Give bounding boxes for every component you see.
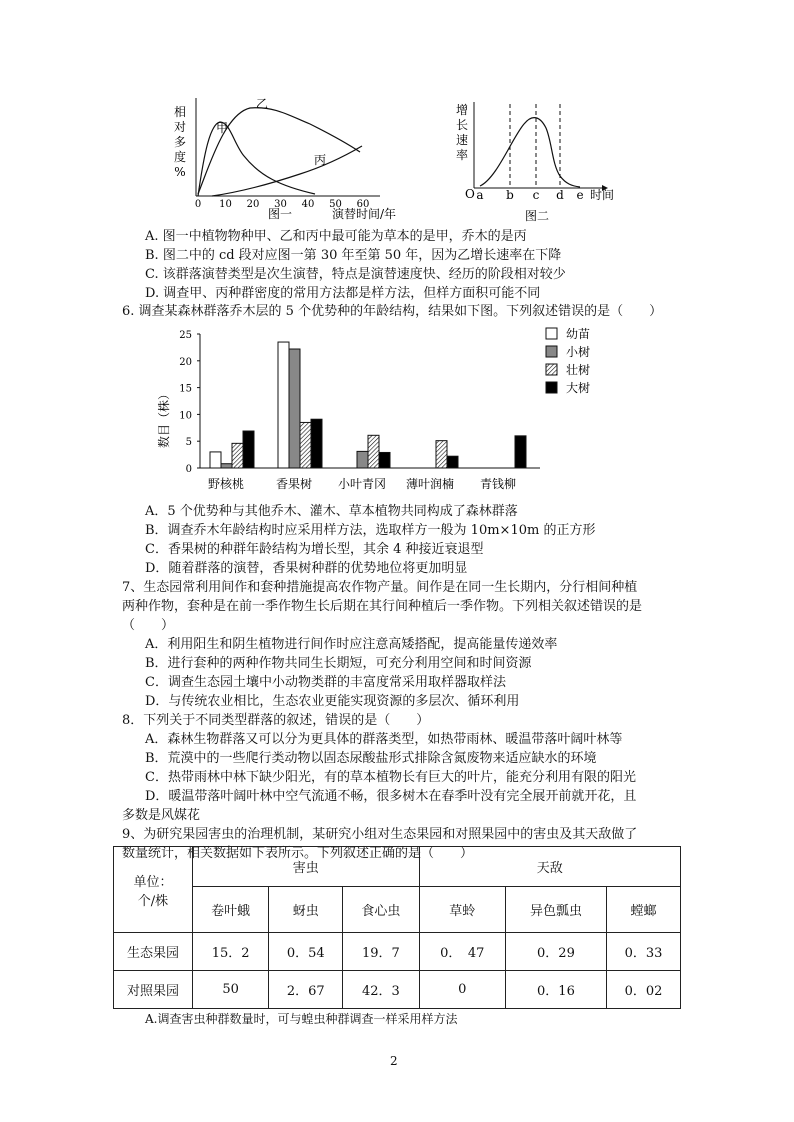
x-tick-label: 20 <box>246 199 260 210</box>
table-cell: 0．02 <box>606 971 680 1009</box>
bar-小树 <box>357 451 368 468</box>
bar-小树 <box>221 464 232 468</box>
bar-壮树 <box>436 441 447 468</box>
table-cell: 50 <box>193 971 269 1009</box>
q8-option-c: C．热带雨林中林下缺少阳光，有的草本植物长有巨大的叶片，能充分利用有限的阳光 <box>145 770 636 785</box>
y-label-char: 度 <box>173 150 187 164</box>
table-cell: 0 <box>419 971 505 1009</box>
y-label-char: % <box>174 165 186 179</box>
pest-data-table <box>113 846 681 1009</box>
table-group-pests: 害虫 <box>193 847 420 887</box>
q5-option-d: D. 调查甲、丙种群密度的常用方法都是样方法，但样方面积可能不同 <box>145 286 541 301</box>
q7-option-c: C．调查生态园土壤中小动物类群的丰富度常采用取样器取样法 <box>145 675 506 690</box>
table-cell: 2．67 <box>269 971 343 1009</box>
x-tick-label: 50 <box>329 199 342 210</box>
y-label-char: 长 <box>455 118 469 132</box>
q7-option-b: B．进行套种的两种作物共同生长期短，可充分利用空间和时间资源 <box>145 656 532 671</box>
legend-label: 壮树 <box>566 363 591 377</box>
x-category-label: 小叶青冈 <box>337 477 387 491</box>
table-col-header: 异色瓢虫 <box>505 887 606 933</box>
q7-option-d: D．与传统农业相比，生态农业更能实现资源的多层次、循环利用 <box>145 694 520 709</box>
q6-option-b: B．调查乔木年龄结构时应采用样方法，选取样方一般为 10m×10m 的正方形 <box>145 523 596 538</box>
bar-大树 <box>243 431 254 468</box>
x-tick-label: 40 <box>301 199 315 210</box>
table-cell: 0．54 <box>269 933 343 971</box>
x-category-label: 薄叶润楠 <box>405 477 455 491</box>
chart-x-labels <box>208 476 516 491</box>
bar-大树 <box>311 419 322 468</box>
q8-stem: 8．下列关于不同类型群落的叙述，错误的是（ ） <box>122 713 430 728</box>
legend-label: 大树 <box>566 381 591 395</box>
y-label-char: 率 <box>455 148 469 162</box>
bar-幼苗 <box>278 342 289 468</box>
table-row-label: 生态果园 <box>114 933 193 971</box>
legend-swatch <box>546 364 557 375</box>
q7-stem-line-2: 两种作物，套种是在前一季作物生长后期在其行间种植后一季作物。下列相关叙述错误的是 <box>122 599 643 614</box>
bar-大树 <box>515 436 526 468</box>
table-cell: 19．7 <box>343 933 419 971</box>
chart-y-label: 数目（株） <box>157 387 171 449</box>
figure-2 <box>452 98 622 224</box>
q7-stem-line-3: （ ） <box>122 618 175 633</box>
legend-label: 小树 <box>566 345 591 359</box>
figure-1-caption: 图一 <box>268 207 293 221</box>
table-row-label: 对照果园 <box>114 971 193 1009</box>
page-number: 2 <box>390 1054 398 1068</box>
table-cell: 0． 47 <box>419 933 505 971</box>
bar-大树 <box>447 456 458 468</box>
figure-2-x-label: 时间 <box>590 188 615 202</box>
q8-option-d: D．暖温带落叶阔叶林中空气流通不畅，很多树木在春季叶没有完全展开前就开花，且 <box>145 789 637 804</box>
x-category-label: 青钱柳 <box>479 477 517 491</box>
q5-option-a: A. 图一中植物物种甲、乙和丙中最可能为草本的是甲，乔木的是丙 <box>145 229 527 244</box>
table-col-header: 卷叶蛾 <box>193 887 269 933</box>
y-tick-label: 10 <box>179 410 192 422</box>
chart-legend <box>546 326 590 395</box>
y-label-char: 相 <box>173 105 187 119</box>
x-tick-label: d <box>556 188 564 202</box>
table-unit-value: 个/株 <box>137 893 169 909</box>
figure-1 <box>170 94 420 224</box>
bar-壮树 <box>300 422 311 468</box>
x-tick-label: 60 <box>356 199 370 210</box>
table-col-header: 食心虫 <box>343 887 419 933</box>
y-label-char: 对 <box>173 120 187 134</box>
q7-stem-line-1: 7、生态园常利用间作和套种措施提高农作物产量。间作是在同一生长期内，分行相间种植 <box>122 580 638 595</box>
bar-大树 <box>379 452 390 468</box>
figure-1-y-label <box>174 104 186 179</box>
q6-stem: 6. 调查某森林群落乔木层的 5 个优势种的年龄结构，结果如下图。下列叙述错误的是（ ） <box>122 304 663 319</box>
table-unit-cell <box>114 847 193 933</box>
figure-2-origin: O <box>465 187 475 201</box>
y-tick-label: 25 <box>179 330 192 341</box>
q6-option-d: D．随着群落的演替，香果树种群的优势地位将更加明显 <box>145 561 468 576</box>
q5-option-c: C. 该群落演替类型是次生演替，特点是演替速度快、经历的阶段相对较少 <box>145 267 566 282</box>
x-category-label: 香果树 <box>275 477 313 491</box>
y-label-char: 速 <box>455 133 469 147</box>
y-tick-label: 15 <box>179 383 192 395</box>
curve-label-bing: 丙 <box>314 153 327 167</box>
x-tick-label: 10 <box>219 199 232 210</box>
x-tick-label: a <box>476 188 484 202</box>
chart-bars <box>210 342 526 468</box>
legend-swatch <box>546 328 557 339</box>
table-row <box>114 971 681 1009</box>
age-structure-bar-chart <box>150 322 630 494</box>
figure-2-x-ticks <box>476 188 583 202</box>
bar-壮树 <box>232 443 243 468</box>
q8-option-a: A．森林生物群落又可以分为更具体的群落类型，如热带雨林、暖温带落叶阔叶林等 <box>145 732 623 747</box>
legend-swatch <box>546 382 557 393</box>
q9-option-a: A.调查害虫种群数量时，可与蝗虫种群调查一样采用样方法 <box>145 1012 458 1026</box>
q6-option-c: C．香果树的种群年龄结构为增长型，其余 4 种接近衰退型 <box>145 542 484 557</box>
x-category-label: 野核桃 <box>207 477 245 491</box>
x-tick-label: 0 <box>194 199 202 210</box>
figure-2-caption: 图二 <box>525 209 550 223</box>
q9-stem-line-1: 9、为研究果园害虫的治理机制，某研究小组对生态果园和对照果园中的害虫及其天敌做了 <box>122 827 638 842</box>
q9-stem-line-2: 数量统计，相关数据如下表所示。下列叙述正确的是（ ） <box>122 846 474 861</box>
table-col-header: 蚜虫 <box>269 887 343 933</box>
figure-1-x-label: 演替时间/年 <box>332 207 397 221</box>
y-label-char: 增 <box>455 103 469 117</box>
bar-壮树 <box>368 435 379 468</box>
x-tick-label: c <box>532 188 540 202</box>
q8-option-b: B．荒漠中的一些爬行类动物以固态尿酸盐形式排除含氮废物来适应缺水的环境 <box>145 751 597 766</box>
legend-label: 幼苗 <box>566 327 591 341</box>
table-cell: 0．29 <box>505 933 606 971</box>
y-tick-label: 0 <box>185 464 192 475</box>
table-group-enemies: 天敌 <box>419 847 680 887</box>
table-cell: 0．33 <box>606 933 680 971</box>
q6-option-a: A．5 个优势种与其他乔木、灌木、草本植物共同构成了森林群落 <box>145 504 518 519</box>
table-cell: 0．16 <box>505 971 606 1009</box>
table-cell: 15．2 <box>193 933 269 971</box>
growth-rate-curve <box>480 118 580 187</box>
bar-小树 <box>289 349 300 468</box>
q7-option-a: A．利用阳生和阴生植物进行间作时应注意高矮搭配，提高能量传递效率 <box>145 637 558 652</box>
y-label-char: 多 <box>173 135 187 149</box>
table-col-header: 螳螂 <box>606 887 680 933</box>
table-unit-label: 单位： <box>133 874 173 890</box>
curve-bing <box>212 146 362 196</box>
curve-label-jia: 甲 <box>216 121 229 135</box>
y-tick-label: 20 <box>179 356 192 368</box>
legend-swatch <box>546 346 557 357</box>
figure-2-y-label <box>456 103 468 162</box>
q8-option-d-continued: 多数是风媒花 <box>122 808 201 823</box>
x-tick-label: e <box>576 188 584 202</box>
y-tick-label: 5 <box>185 437 192 449</box>
table-cell: 42．3 <box>343 971 419 1009</box>
table-col-header: 草蛉 <box>419 887 505 933</box>
x-tick-label: 30 <box>274 199 287 210</box>
bar-幼苗 <box>210 452 221 468</box>
table-row <box>114 933 681 971</box>
curve-label-yi: 乙 <box>256 97 269 111</box>
x-tick-label: b <box>506 188 514 202</box>
q5-option-b: B. 图二中的 cd 段对应图一第 30 年至第 50 年，因为乙增长速率在下降 <box>145 248 562 263</box>
